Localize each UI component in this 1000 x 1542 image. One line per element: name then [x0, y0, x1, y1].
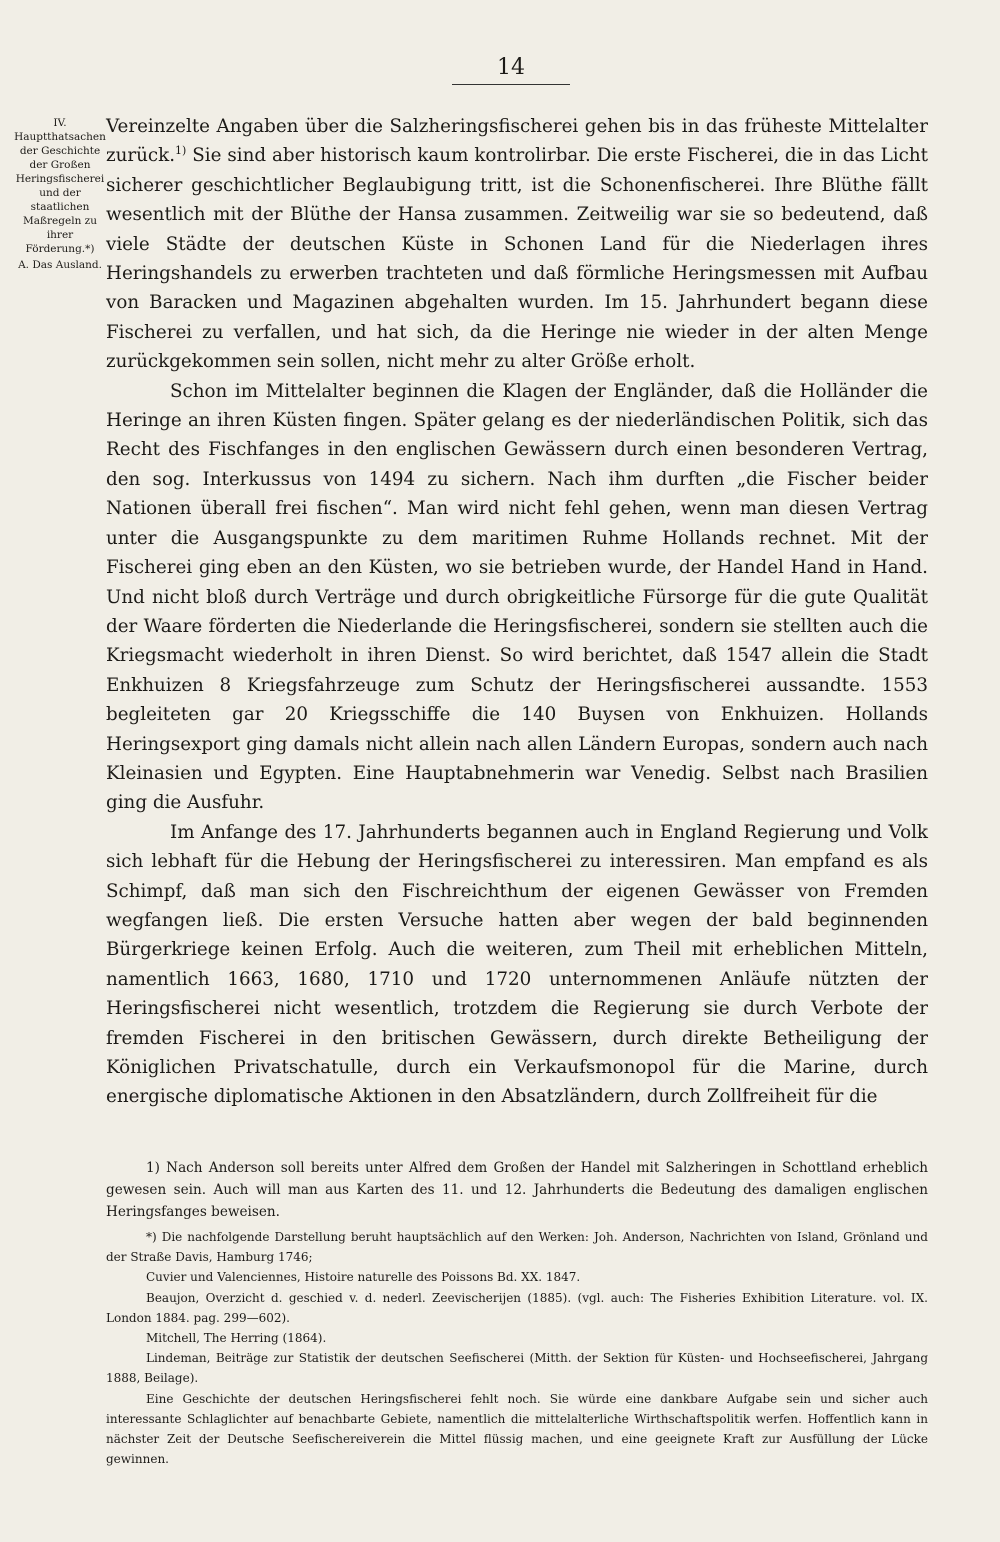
- reference-item: Beaujon, Overzicht d. geschied v. d. nederl. Zeevischerijen (1885). (vgl. auch: The Fisheries Exhibition Literature. vol. IX. London 1884. pag. 299—602).: [106, 1290, 928, 1325]
- margin-note: [14, 116, 106, 274]
- reference-item: Lindeman, Beiträge zur Statistik der deutschen Seefischerei (Mitth. der Sektion für Küsten- und Hochseefischerei, Jahrgang 1888, Beilage).: [106, 1351, 928, 1386]
- reference-item: Eine Geschichte der deutschen Heringsfischerei fehlt noch. Sie würde eine dankbare Aufgabe sein und sicher auch interessante Schlaglichter auf benachbarte Gebiete, namentlich die mittelalterliche Wirthschaftspolitik werfen. Hoffentlich kann in nächster Zeit der Deutsche Seefischereiverein die Mittel flüssig machen, und eine geeignete Kraft zur Ausfüllung der Lücke gewinnen.: [106, 1391, 928, 1467]
- margin-note-subsection: A. Das Ausland.: [18, 259, 102, 271]
- references: [106, 1227, 928, 1469]
- footnote-ref-1: 1): [175, 144, 187, 158]
- body-text: [106, 112, 928, 1112]
- paragraph-1: [106, 112, 928, 377]
- reference-item: Cuvier und Valenciennes, Histoire naturelle des Poissons Bd. XX. 1847.: [146, 1270, 581, 1285]
- reference-item: Mitchell, The Herring (1864).: [146, 1331, 327, 1346]
- paragraph-2: Schon im Mittelalter beginnen die Klagen der Engländer, daß die Holländer die Heringe an ihren Küsten fingen. Später gelang es der niederländischen Politik, sich das Recht des Fischfanges in den englischen Gewässern durch einen besonderen Vertrag, den sog. Interkussus von 1494 zu sichern. Nach ihm durften „die Fischer beider Nationen überall frei fischen“. Man wird nicht fehl gehen, wenn man diesen Vertrag unter die Ausgangspunkte zu dem maritimen Ruhme Hollands rechnet. Mit der Fischerei ging eben an den Küsten, wo sie betrieben wurde, der Handel Hand in Hand. Und nicht bloß durch Verträge und durch obrigkeitliche Fürsorge für die gute Qualität der Waare förderten die Niederlande die Heringsfischerei, sondern sie stellten auch die Kriegsmacht wiederholt in ihren Dienst. So wird berichtet, daß 1547 allein die Stadt Enkhuizen 8 Kriegsfahrzeuge zum Schutz der Heringsfischerei aussandte. 1553 begleiteten gar 20 Kriegsschiffe die 140 Buysen von Enkhuizen. Hollands Heringsexport ging damals nicht allein nach allen Ländern Europas, sondern auch nach Kleinasien und Egypten. Eine Hauptabnehmerin war Venedig. Selbst nach Brasilien ging die Ausfuhr.: [106, 380, 928, 814]
- margin-note-section: IV. Hauptthatsachen der Geschichte der Großen Heringsfischerei und der staatlichen Maßregeln zu ihrer Förderung.*): [14, 117, 106, 255]
- page-number: 14: [452, 55, 570, 85]
- footnote-1: 1) Nach Anderson soll bereits unter Alfred dem Großen der Handel mit Salzheringen in Schottland erheblich gewesen sein. Auch will man aus Karten des 11. und 12. Jahrhunderts die Bedeutung des damaligen englischen Heringsfanges beweisen.: [106, 1160, 928, 1220]
- paragraph-1-text-b: Sie sind aber historisch kaum kontrolirbar. Die erste Fischerei, die in das Licht sicherer geschichtlicher Beglaubigung tritt, ist die Schonenfischerei. Ihre Blüthe fällt wesentlich mit der Blüthe der Hansa zusammen. Zeitweilig war sie so bedeutend, daß viele Städte der deutschen Küste in Schonen Land für die Niederlagen ihres Heringshandels zu erwerben trachteten und daß förmliche Heringsmessen mit Aufbau von Baracken und Magazinen abgehalten wurden. Im 15. Jahrhundert begann diese Fischerei zu verfallen, und hat sich, da die Heringe nie wieder in der alten Menge zurückgekommen sein sollen, nicht mehr zu alter Größe erholt.: [106, 145, 928, 373]
- paragraph-3: Im Anfange des 17. Jahrhunderts begannen auch in England Regierung und Volk sich lebhaft für die Hebung der Heringsfischerei zu interessiren. Man empfand es als Schimpf, daß man sich den Fischreichthum der eigenen Gewässer von Fremden wegfangen ließ. Die ersten Versuche hatten aber wegen der bald beginnenden Bürgerkriege keinen Erfolg. Auch die weiteren, zum Theil mit erheblichen Mitteln, namentlich 1663, 1680, 1710 und 1720 unternommenen Anläufe nützten der Heringsfischerei nicht wesentlich, trotzdem die Regierung sie durch Verbote der fremden Fischerei in den britischen Gewässern, durch direkte Betheiligung der Königlichen Privatschatulle, durch ein Verkaufsmonopol für die Marine, durch energische diplomatische Aktionen in den Absatzländern, durch Zollfreiheit für die: [106, 821, 928, 1108]
- paragraph-1-text-a: Vereinzelte Angaben über die Salzheringsfischerei gehen bis in das früheste Mittelalter zurück.: [106, 116, 928, 167]
- reference-item: *) Die nachfolgende Darstellung beruht hauptsächlich auf den Werken: Joh. Anderson, Nachrichten von Island, Grönland und der Straße Davis, Hamburg 1746;: [106, 1230, 928, 1265]
